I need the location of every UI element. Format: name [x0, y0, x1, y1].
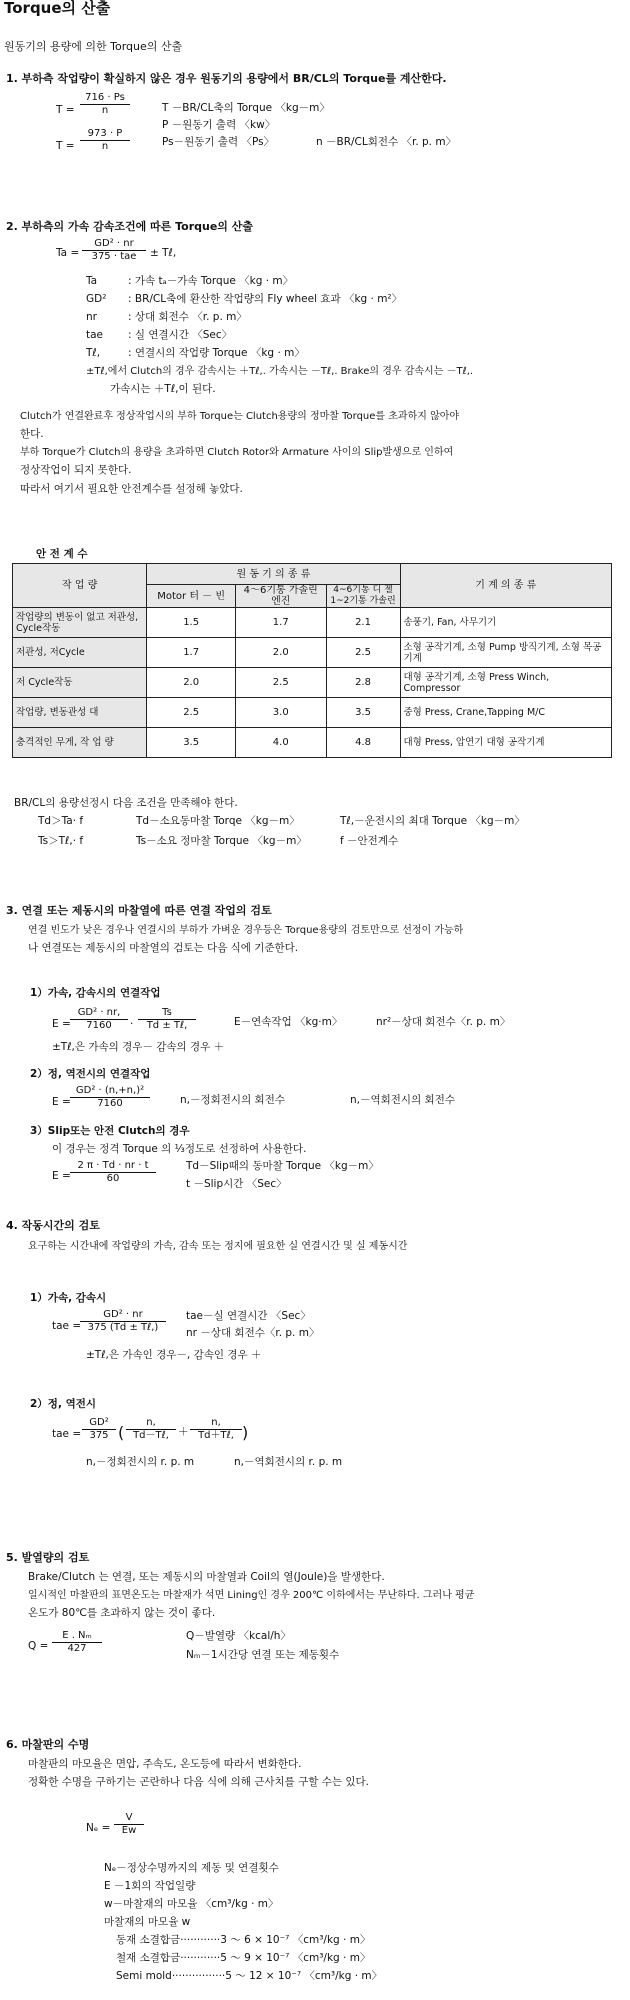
selection-condition-2: Ts＞Tℓ,· f: [38, 835, 84, 847]
fraction-numerator: GD² · nr: [80, 1309, 166, 1322]
table-cell: 2.5: [147, 698, 236, 728]
table-header-machine: 기 계 의 종 류: [400, 564, 612, 608]
s5-paragraph-1: Brake/Clutch 는 연결, 또는 제동시의 마찰열과 Coil의 열(Joule)을 발생한다.: [28, 1571, 385, 1583]
s6-def-w: w－마찰재의 마모율 〈cm³/kg · m〉: [104, 1898, 279, 1910]
s3-b-heading: 2）정, 역전시의 연결작업: [30, 1068, 151, 1080]
selection-condition-1: Td＞Ta· f: [38, 815, 84, 827]
table-header-motor: Motor 터 － 빈: [147, 585, 236, 608]
s3-b-lhs: E =: [52, 1096, 71, 1108]
s6-def-ne: Nₑ－정상수명까지의 제동 및 연결횟수: [104, 1862, 279, 1874]
s6-lhs: Nₑ =: [86, 1822, 111, 1834]
table-cell-work: 저관성, 저Cycle: [13, 638, 147, 668]
s5-lhs: Q =: [28, 1640, 49, 1652]
selection-def-tl: Tℓ,－운전시의 최대 Torque 〈kg－m〉: [340, 815, 525, 827]
selection-def-f: f －안전계수: [340, 835, 399, 847]
s2-formula-fraction: [82, 238, 146, 263]
table-row: [13, 728, 612, 758]
s2-def-val-2: : 상대 회전수 〈r. p. m〉: [128, 311, 247, 323]
s3-paragraph-2: 나 연결또는 제동시의 마찰열의 검토는 다음 식에 기준한다.: [28, 942, 299, 954]
table-cell-machine: 중형 Press, Crane,Tapping M/C: [400, 698, 612, 728]
s3-c-def-td: Td－Slip때의 동마찰 Torque 〈kg－m〉: [186, 1160, 379, 1172]
s1-formula2-fraction: [80, 128, 130, 153]
s2-def-val-3: : 실 연결시간 〈Sec〉: [128, 329, 233, 341]
fraction-numerator: 973 · P: [80, 128, 130, 141]
section-2-heading: 2. 부하측의 가속 감속조건에 따른 Torque의 산출: [6, 220, 254, 233]
fraction-denominator: 375 · tae: [91, 251, 137, 262]
table-row: [13, 608, 612, 638]
s3-b-def-n1: n,－정회전시의 회전수: [180, 1094, 285, 1106]
fraction-denominator: Td ± Tℓ,: [146, 1020, 188, 1031]
table-cell: 1.5: [147, 608, 236, 638]
fraction-numerator: E . Nₘ: [52, 1630, 102, 1643]
section-3-heading: 3. 연결 또는 제동시의 마찰열에 따른 연결 작업의 검토: [6, 904, 272, 917]
s3-c-def-t: t －Slip시간 〈Sec〉: [186, 1178, 287, 1190]
s3-b-def-n2: n,－역회전시의 회전수: [350, 1094, 455, 1106]
s2-paragraph-2b: 정상작업이 되지 못한다.: [20, 464, 132, 476]
s5-def-nm: Nₘ－1시간당 연결 또는 제동횟수: [186, 1649, 340, 1661]
table-cell-machine: 송풍기, Fan, 사무기기: [400, 608, 612, 638]
table-cell: 3.5: [147, 728, 236, 758]
s3-c-fraction: [70, 1160, 156, 1185]
table-cell-work: 충격적인 무게, 작 업 량: [13, 728, 147, 758]
fraction-denominator: 60: [106, 1173, 120, 1184]
s2-def-val-0: : 가속 tₐ－가속 Torque 〈kg · m〉: [128, 275, 294, 287]
fraction-numerator: GD² · nr,: [70, 1007, 128, 1020]
s1-formula1-fraction: [80, 92, 130, 117]
s4-b-def-n2: n,－역회전시의 r. p. m: [234, 1456, 343, 1468]
s2-def-key-4: Tℓ,: [86, 347, 101, 359]
s2-paragraph-1b: 한다.: [20, 428, 44, 440]
table-cell: 2.0: [235, 638, 326, 668]
fraction-denominator: n: [101, 105, 109, 116]
fraction-denominator: 427: [67, 1643, 87, 1654]
fraction-numerator: Ts: [138, 1007, 196, 1020]
page-title: Torque의 산출: [4, 0, 111, 17]
s6-fraction: [114, 1812, 144, 1837]
table-header-engine: 4～6기통 가솔린 엔진: [235, 585, 326, 608]
table-cell: 2.1: [326, 608, 400, 638]
s1-def-t: T －BR/CL축의 Torque 〈kg－m〉: [162, 102, 330, 114]
s2-paragraph-3: 따라서 여기서 필요한 안전계수를 설정해 놓았다.: [20, 483, 243, 495]
fraction-numerator: 716 · Ps: [80, 92, 130, 105]
multiply-dot: ·: [130, 1018, 134, 1030]
table-row: [13, 698, 612, 728]
fraction-numerator: GD²: [82, 1417, 116, 1430]
right-paren: ): [242, 1423, 249, 1442]
section-6-heading: 6. 마찰판의 수명: [6, 1738, 90, 1751]
table-cell: 2.8: [326, 668, 400, 698]
s4-a-heading: 1）가속, 감속시: [30, 1292, 107, 1304]
s3-c-text: 이 경우는 정격 Torque 의 ⅓정도로 선정하여 사용한다.: [52, 1143, 307, 1155]
table-cell: 1.7: [235, 608, 326, 638]
s4-paragraph: 요구하는 시간내에 작업량의 가속, 감속 또는 정지에 필요한 실 연결시간 및 실 제동시간: [28, 1241, 408, 1252]
intro-line: 원동기의 용량에 의한 Torque의 산출: [4, 40, 183, 53]
s5-def-q: Q－발열량 〈kcal/h〉: [186, 1630, 291, 1642]
plus-sign: ＋: [178, 1426, 189, 1438]
s2-paragraph-1a: Clutch가 연결완료후 정상작업시의 부하 Torque는 Clutch용량의 정마찰 Torque를 초과하지 않아야: [20, 411, 460, 422]
s4-a-def-tae: tae－실 연결시간 〈Sec〉: [186, 1310, 311, 1322]
s3-a-fraction-1: [70, 1007, 128, 1032]
s1-def-ps: Ps－원동기 출력 〈Ps〉: [162, 136, 275, 148]
s3-a-heading: 1）가속, 감속시의 연결작업: [30, 987, 161, 999]
s1-def-p: P －원동기 출력 〈kw〉: [162, 119, 276, 131]
fraction-numerator: n,: [190, 1417, 242, 1430]
s3-c-heading: 3）Slip또는 안전 Clutch의 경우: [30, 1125, 190, 1137]
s4-a-def-nr: nr －상대 회전수〈r. p. m〉: [186, 1327, 320, 1339]
s3-a-lhs: E =: [52, 1018, 71, 1030]
s6-def-e: E －1회의 작업일량: [104, 1880, 196, 1892]
table-row: [13, 638, 612, 668]
s6-material-1: 동재 소결합금············3 ～ 6 × 10⁻⁷ 〈cm³/kg · m〉: [116, 1934, 371, 1946]
fraction-numerator: 2 π · Td · nr · t: [70, 1160, 156, 1173]
s2-formula-lhs: Ta =: [56, 247, 80, 259]
s4-b-fraction-1: [126, 1417, 176, 1442]
table-cell-work: 작업량, 변동관성 대: [13, 698, 147, 728]
s2-formula-rhs: ± Tℓ,: [150, 247, 177, 259]
s6-wear-rate-label: 마찰재의 마모율 w: [104, 1916, 191, 1928]
s4-b-fraction-2: [190, 1417, 242, 1442]
fraction-denominator: n: [101, 141, 109, 152]
s3-c-lhs: E =: [52, 1170, 71, 1182]
safety-table-title: 안 전 계 수: [36, 548, 88, 560]
table-cell-machine: 대형 공작기계, 소형 Press Winch, Compressor: [400, 668, 612, 698]
fraction-denominator: 7160: [86, 1020, 112, 1031]
s3-a-fraction-2: [138, 1007, 196, 1032]
s4-a-note: ±Tℓ,은 가속인 경우－, 감속인 경우 ＋: [86, 1349, 262, 1361]
table-cell: 2.0: [147, 668, 236, 698]
section-1-heading: 1. 부하측 작업량이 확실하지 않은 경우 원동기의 용량에서 BR/CL의 Torque를 계산한다.: [6, 72, 447, 85]
s1-formula1-lhs: T =: [56, 104, 75, 116]
s2-def-val-4: : 연결시의 작업량 Torque 〈kg · m〉: [128, 347, 305, 359]
table-cell-work: 작업량의 변동이 없고 저관성, Cycle작동: [13, 608, 147, 638]
section-5-heading: 5. 발열량의 검토: [6, 1551, 90, 1564]
s4-b-def-n1: n,－정회전시의 r. p. m: [86, 1456, 195, 1468]
fraction-denominator: 7160: [97, 1098, 123, 1109]
table-row: [13, 668, 612, 698]
table-header-diesel: 4~6기통 디 젤 1~2기통 가솔린: [326, 585, 400, 608]
table-cell: 1.7: [147, 638, 236, 668]
s3-paragraph-1: 연결 빈도가 낮은 경우나 연결시의 부하가 가벼운 경우등은 Torque용량의 검토만으로 선정이 가능하: [28, 925, 464, 936]
s2-def-key-2: nr: [86, 311, 97, 323]
s6-paragraph-1: 마찰판의 마모율은 면압, 주속도, 온도등에 따라서 변화한다.: [28, 1758, 302, 1770]
selection-def-td: Td－소요동마찰 Torqe 〈kg－m〉: [136, 815, 300, 827]
s1-def-n: n －BR/CL회전수 〈r. p. m〉: [316, 136, 457, 148]
fraction-denominator: Ew: [121, 1825, 137, 1836]
left-paren: (: [118, 1423, 125, 1442]
fraction-denominator: 375: [89, 1430, 109, 1441]
table-header-prime-mover: 원 동 기 의 종 류: [147, 564, 400, 585]
s2-def-val-1: : BR/CL축에 환산한 작업량의 Fly wheel 효과 〈kg · m²〉: [128, 293, 403, 305]
s5-fraction: [52, 1630, 102, 1655]
fraction-denominator: Td＋Tℓ,: [198, 1430, 234, 1441]
safety-factor-table: [12, 563, 612, 758]
section-4-heading: 4. 작동시간의 검토: [6, 1219, 100, 1232]
table-cell: 3.0: [235, 698, 326, 728]
table-cell: 4.8: [326, 728, 400, 758]
fraction-numerator: n,: [126, 1417, 176, 1430]
table-cell-machine: 대형 Press, 압연기 대형 공작기계: [400, 728, 612, 758]
table-header-work: 작 업 량: [13, 564, 147, 608]
s2-def-key-1: GD²: [86, 293, 107, 305]
s2-plusminus-note-2: 가속시는 ＋Tℓ,이 된다.: [110, 383, 216, 395]
selection-intro: BR/CL의 용량선정시 다음 조건을 만족해야 한다.: [14, 797, 238, 809]
s3-a-def-e: E－연속작업 〈kg·m〉: [234, 1016, 343, 1028]
table-cell: 3.5: [326, 698, 400, 728]
s1-formula2-lhs: T =: [56, 140, 75, 152]
s6-material-2: 철재 소결합금············5 ～ 9 × 10⁻⁷ 〈cm³/kg · m〉: [116, 1952, 371, 1964]
s5-paragraph-2: 일시적인 마찰판의 표면온도는 마찰재가 석면 Lining인 경우 200℃ 이하에서는 무난하다. 그러나 평균: [28, 1590, 475, 1601]
s6-material-3: Semi mold················5 ～ 12 × 10⁻⁷ 〈cm³/kg · m〉: [116, 1970, 383, 1982]
s3-b-fraction: [70, 1085, 150, 1110]
s4-a-lhs: tae =: [52, 1320, 82, 1332]
s3-a-def-nr: nr²－상대 회전수〈r. p. m〉: [376, 1016, 511, 1028]
s4-b-fraction-0: [82, 1417, 116, 1442]
fraction-denominator: 375 (Td ± Tℓ,): [87, 1322, 159, 1333]
s2-def-key-0: Ta: [86, 275, 98, 287]
selection-def-ts: Ts－소요 정마찰 Torque 〈kg－m〉: [136, 835, 307, 847]
s2-def-key-3: tae: [86, 329, 104, 341]
s4-a-fraction: [80, 1309, 166, 1334]
s5-paragraph-3: 온도가 80℃를 초과하지 않는 것이 좋다.: [28, 1607, 216, 1619]
s2-paragraph-2a: 부하 Torque가 Clutch의 용량을 초과하면 Clutch Rotor와 Armature 사이의 Slip발생으로 인하여: [20, 447, 454, 458]
table-cell: 4.0: [235, 728, 326, 758]
table-cell-work: 저 Cycle작동: [13, 668, 147, 698]
fraction-numerator: GD² · (n,+n,)²: [70, 1085, 150, 1098]
s2-plusminus-note-1: ±Tℓ,에서 Clutch의 경우 감속시는 ＋Tℓ,. 가속시는 －Tℓ,. Brake의 경우 감속시는 －Tℓ,.: [86, 366, 474, 377]
table-cell-machine: 소형 공작기계, 소형 Pump 방직기계, 소형 목공기계: [400, 638, 612, 668]
table-cell: 2.5: [235, 668, 326, 698]
s3-a-note: ±Tℓ,은 가속의 경우－ 감속의 경우 ＋: [52, 1041, 225, 1053]
fraction-numerator: V: [114, 1812, 144, 1825]
s6-paragraph-2: 정확한 수명을 구하기는 곤란하나 다음 식에 의해 근사치를 구할 수는 있다.: [28, 1776, 370, 1788]
fraction-numerator: GD² · nr: [82, 238, 146, 251]
fraction-denominator: Td－Tℓ,: [133, 1430, 169, 1441]
s4-b-lhs: tae =: [52, 1428, 82, 1440]
table-cell: 2.5: [326, 638, 400, 668]
s4-b-heading: 2）정, 역전시: [30, 1398, 97, 1410]
